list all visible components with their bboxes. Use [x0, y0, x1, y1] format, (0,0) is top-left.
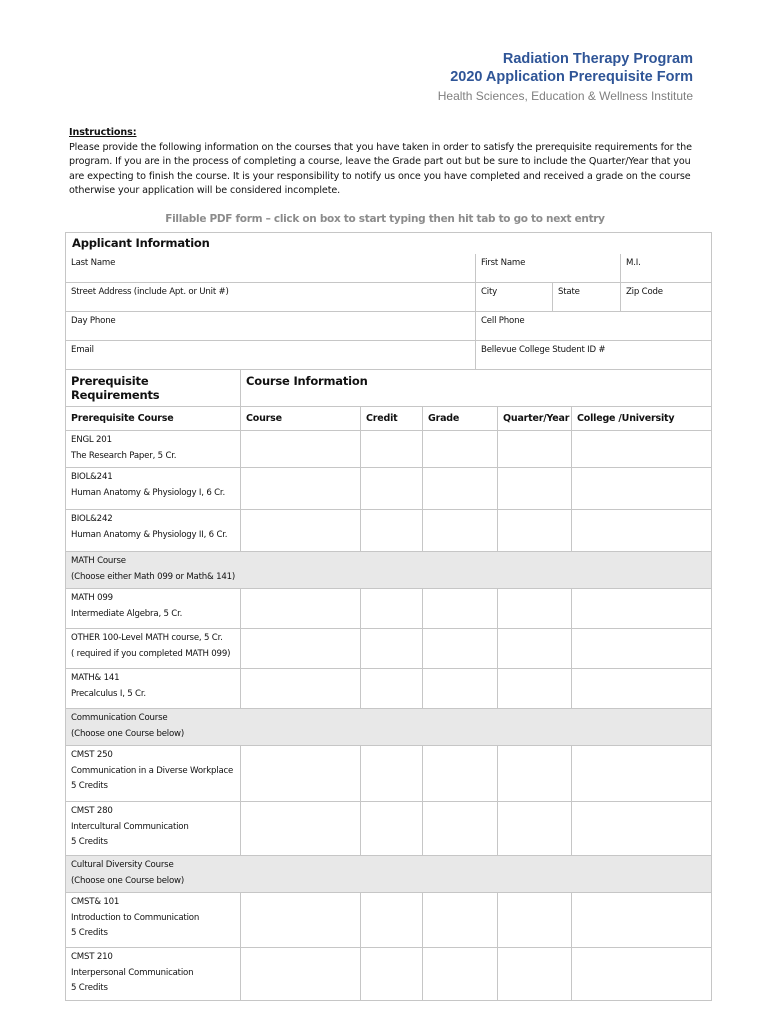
college-input[interactable] — [572, 468, 712, 510]
applicant-info-title: Applicant Information — [66, 233, 712, 254]
college-input[interactable] — [572, 669, 712, 709]
prereq-line: CMST 210 — [71, 952, 113, 962]
credit-input[interactable] — [361, 589, 423, 629]
prereq-course-cell — [66, 893, 241, 948]
prereq-line: Cultural Diversity Course — [71, 860, 174, 870]
course-input[interactable] — [241, 629, 361, 669]
last-name-field[interactable] — [66, 254, 476, 283]
student-id-field[interactable] — [476, 341, 712, 370]
prereq-line: ( required if you completed MATH 099) — [71, 648, 231, 659]
quarter-year-input[interactable] — [498, 802, 572, 856]
course-input[interactable] — [241, 468, 361, 510]
prereq-line: (Choose one Course below) — [71, 875, 185, 886]
college-input[interactable] — [572, 948, 712, 1001]
grade-input[interactable] — [423, 629, 498, 669]
day-phone-field[interactable] — [66, 312, 476, 341]
grade-input[interactable] — [423, 802, 498, 856]
course-input[interactable] — [241, 431, 361, 468]
prereq-line: Intermediate Algebra, 5 Cr. — [71, 608, 183, 619]
middle-initial-field[interactable] — [621, 254, 712, 283]
cell-phone-field[interactable] — [476, 312, 712, 341]
grade-input[interactable] — [423, 893, 498, 948]
quarter-year-input[interactable] — [498, 589, 572, 629]
student-id-label: Bellevue College Student ID # — [481, 345, 606, 355]
day-phone-label: Day Phone — [71, 316, 116, 326]
quarter-year-input[interactable] — [498, 948, 572, 1001]
instructions-line: are expecting to finish the course. It is your responsibility to notify us once you have completed and received a grade on the course — [69, 170, 691, 182]
grade-input[interactable] — [423, 589, 498, 629]
prereq-line: Human Anatomy & Physiology II, 6 Cr. — [71, 529, 228, 540]
first-name-label: First Name — [481, 257, 526, 268]
col-grade: Grade — [423, 407, 498, 431]
instructions-line: Please provide the following information on the courses that you have taken in order to satisfy the prerequisite requirements for the — [69, 141, 692, 153]
prereq-line: Intercultural Communication — [71, 821, 189, 832]
credit-input[interactable] — [361, 669, 423, 709]
credit-input[interactable] — [361, 802, 423, 856]
math-course-group-header — [66, 552, 712, 589]
prereq-course-cell — [66, 802, 241, 856]
college-input[interactable] — [572, 431, 712, 468]
prereq-line: OTHER 100-Level MATH course, 5 Cr. — [71, 633, 223, 643]
prereq-line: (Choose one Course below) — [71, 728, 185, 739]
credit-input[interactable] — [361, 431, 423, 468]
course-input[interactable] — [241, 802, 361, 856]
prereq-line: 5 Credits — [71, 983, 108, 993]
col-quarter-year: Quarter/Year — [498, 407, 572, 431]
prereq-course-cell — [66, 589, 241, 629]
course-input[interactable] — [241, 746, 361, 802]
prereq-line: The Research Paper, 5 Cr. — [71, 450, 177, 461]
prereq-line: MATH 099 — [71, 593, 113, 603]
credit-input[interactable] — [361, 468, 423, 510]
grade-input[interactable] — [423, 948, 498, 1001]
communication-course-group-header — [66, 709, 712, 746]
college-input[interactable] — [572, 589, 712, 629]
fillable-note: Fillable PDF form – click on box to start typing then hit tab to go to next entry — [165, 213, 605, 225]
quarter-year-input[interactable] — [498, 669, 572, 709]
college-input[interactable] — [572, 893, 712, 948]
instructions-block — [69, 126, 699, 199]
prereq-line: CMST& 101 — [71, 897, 120, 907]
prereq-line: Introduction to Communication — [71, 912, 200, 923]
prereq-line: MATH& 141 — [71, 673, 120, 683]
prereq-line: Communication in a Diverse Workplace — [71, 765, 234, 776]
course-input[interactable] — [241, 510, 361, 552]
course-information-title: Course Information — [241, 370, 712, 407]
course-input[interactable] — [241, 948, 361, 1001]
quarter-year-input[interactable] — [498, 629, 572, 669]
instructions-line: program. If you are in the process of completing a course, leave the Grade part out but be sure to include the Quarter/Year that you — [69, 156, 691, 168]
cell-phone-label: Cell Phone — [481, 316, 525, 326]
course-input[interactable] — [241, 669, 361, 709]
prereq-line: 5 Credits — [71, 928, 108, 938]
grade-input[interactable] — [423, 510, 498, 552]
col-college: College /University — [572, 407, 712, 431]
prereq-course-cell — [66, 948, 241, 1001]
col-course: Course — [241, 407, 361, 431]
prereq-course-cell — [66, 431, 241, 468]
last-name-label: Last Name — [71, 257, 116, 268]
prereq-line: BIOL&242 — [71, 514, 113, 524]
credit-input[interactable] — [361, 948, 423, 1001]
prereq-course-cell — [66, 669, 241, 709]
zip-code-field[interactable] — [621, 283, 712, 312]
email-label: Email — [71, 345, 94, 355]
prereq-line: Interpersonal Communication — [71, 967, 194, 978]
quarter-year-input[interactable] — [498, 510, 572, 552]
program-title: Radiation Therapy Program — [502, 51, 693, 67]
college-input[interactable] — [572, 746, 712, 802]
zip-code-label: Zip Code — [626, 287, 663, 297]
prereq-requirements-title: Prerequisite Requirements — [66, 370, 241, 407]
prereq-line: Precalculus I, 5 Cr. — [71, 688, 146, 699]
application-form-table — [65, 232, 712, 1001]
grade-input[interactable] — [423, 431, 498, 468]
prereq-line: MATH Course — [71, 556, 126, 566]
city-field[interactable] — [476, 283, 553, 312]
col-prereq-course: Prerequisite Course — [66, 407, 241, 431]
prereq-line: Human Anatomy & Physiology I, 6 Cr. — [71, 487, 225, 498]
prereq-course-cell — [66, 629, 241, 669]
form-header — [438, 50, 693, 105]
cultural-diversity-group-header — [66, 856, 712, 893]
grade-input[interactable] — [423, 669, 498, 709]
credit-input[interactable] — [361, 893, 423, 948]
street-address-label: Street Address (include Apt. or Unit #) — [71, 287, 229, 297]
college-input[interactable] — [572, 802, 712, 856]
course-input[interactable] — [241, 589, 361, 629]
college-input[interactable] — [572, 629, 712, 669]
quarter-year-input[interactable] — [498, 893, 572, 948]
state-label: State — [558, 287, 580, 297]
email-field[interactable] — [66, 341, 476, 370]
institute-subtitle: Health Sciences, Education & Wellness Institute — [437, 89, 693, 103]
credit-input[interactable] — [361, 746, 423, 802]
prereq-course-cell — [66, 468, 241, 510]
prereq-course-cell — [66, 746, 241, 802]
middle-initial-label: M.I. — [626, 257, 641, 268]
quarter-year-input[interactable] — [498, 431, 572, 468]
course-input[interactable] — [241, 893, 361, 948]
prereq-line: 5 Credits — [71, 781, 108, 791]
instructions-line: otherwise your application will be considered incomplete. — [69, 185, 341, 197]
prereq-line: (Choose either Math 099 or Math& 141) — [71, 571, 236, 582]
prereq-line: CMST 250 — [71, 750, 113, 760]
first-name-field[interactable] — [476, 254, 621, 283]
prereq-line: ENGL 201 — [71, 435, 112, 445]
prereq-line: BIOL&241 — [71, 472, 113, 482]
state-field[interactable] — [553, 283, 621, 312]
quarter-year-input[interactable] — [498, 468, 572, 510]
instructions-title: Instructions: — [69, 127, 137, 138]
college-input[interactable] — [572, 510, 712, 552]
grade-input[interactable] — [423, 746, 498, 802]
prereq-course-cell — [66, 510, 241, 552]
credit-input[interactable] — [361, 510, 423, 552]
city-label: City — [481, 287, 498, 297]
prereq-line: 5 Credits — [71, 837, 108, 847]
prereq-line: CMST 280 — [71, 806, 113, 816]
street-address-field[interactable] — [66, 283, 476, 312]
form-title: 2020 Application Prerequisite Form — [450, 69, 693, 85]
col-credit: Credit — [361, 407, 423, 431]
quarter-year-input[interactable] — [498, 746, 572, 802]
prereq-line: Communication Course — [71, 713, 168, 723]
grade-input[interactable] — [423, 468, 498, 510]
credit-input[interactable] — [361, 629, 423, 669]
